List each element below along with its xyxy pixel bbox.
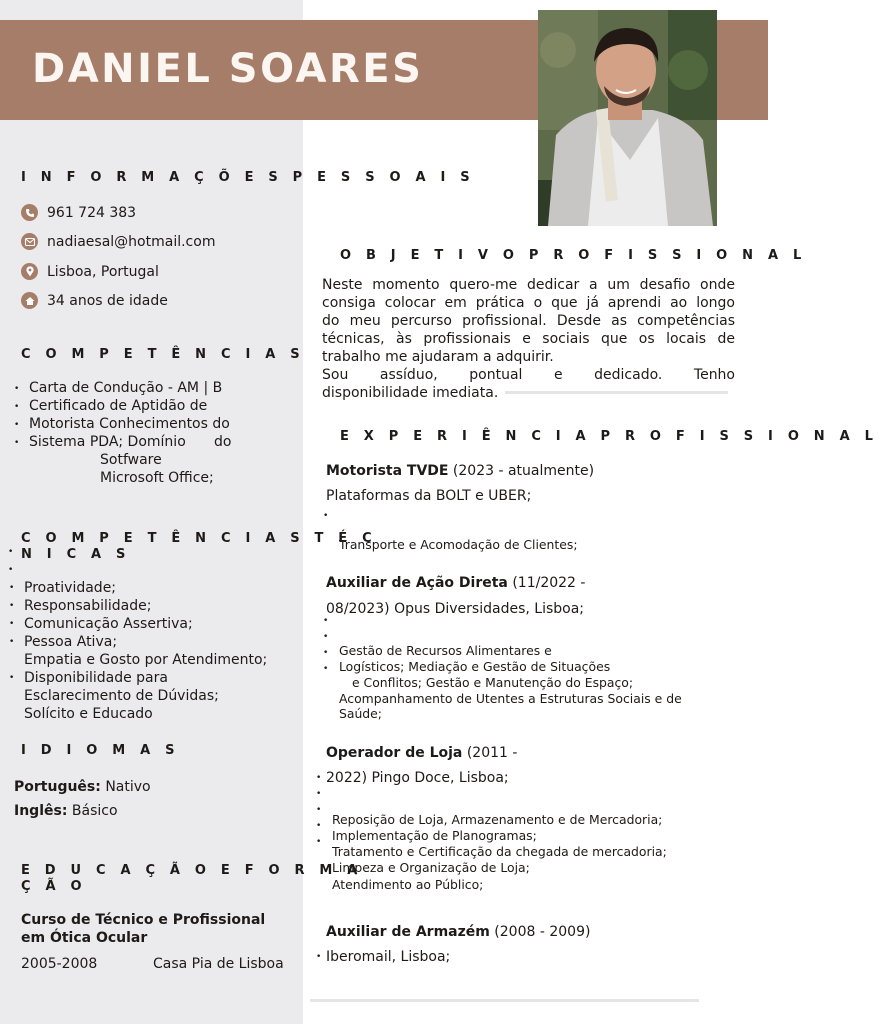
tech-skills-heading-cont: N I C A S: [21, 547, 131, 562]
bullet: •: [9, 601, 15, 611]
tech-skill-line: Esclarecimento de Dúvidas;: [24, 688, 219, 704]
job-4-header: [326, 924, 590, 940]
job-task: Reposição de Loja, Armazenamento e de Mercadoria;: [332, 812, 663, 827]
job-company: 2022) Pingo Doce, Lisboa;: [326, 770, 509, 786]
contact-location: [21, 263, 159, 280]
language-level: Básico: [71, 803, 118, 819]
job-task: Gestão de Recursos Alimentares e: [339, 643, 552, 658]
objective-line: trabalho me ajudaram a adquirir.: [322, 349, 554, 365]
skill-line: Microsoft Office;: [100, 470, 214, 486]
language-level: Nativo: [105, 779, 151, 795]
tech-skill-line: Solícito e Educado: [24, 706, 153, 722]
job-task: Acompanhamento de Utentes a Estruturas Sociais e de: [339, 691, 682, 706]
bullet: •: [9, 637, 15, 647]
bullet: •: [316, 805, 322, 815]
job-3-header: [326, 745, 517, 761]
candidate-name: DANIEL SOARES: [32, 46, 424, 92]
languages-heading: I D I O M A S: [21, 743, 180, 758]
job-1-header: [326, 463, 594, 479]
skills-heading: C O M P E T Ê N C I A S: [21, 347, 305, 362]
tech-skill-line: Proatividade;: [24, 580, 117, 596]
divider-line: [505, 391, 728, 394]
job-period: (2008 - 2009): [489, 924, 591, 940]
job-period: (2023 - atualmente): [448, 463, 595, 479]
skill-line: do: [214, 434, 232, 450]
job-company: 08/2023) Opus Diversidades, Lisboa;: [326, 601, 584, 617]
job-title: Auxiliar de Ação Direta: [326, 575, 508, 591]
bullet: •: [316, 837, 322, 847]
tech-skill-line: Pessoa Ativa;: [24, 634, 118, 650]
job-task: Logísticos; Mediação e Gestão de Situações: [339, 659, 611, 674]
objective-line: Sou assíduo, pontual e dedicado. Tenho: [322, 367, 735, 383]
divider-line: [310, 999, 699, 1002]
tech-skill-line: Responsabilidade;: [24, 598, 152, 614]
bullet: •: [323, 648, 329, 658]
contact-email: [21, 233, 215, 250]
job-task: Atendimento ao Público;: [332, 877, 484, 892]
personal-info-heading: I N F O R M A Ç Õ E S P E S S O A I S: [21, 170, 475, 185]
job-task: Saúde;: [339, 706, 382, 721]
job-2-header: [326, 575, 585, 591]
job-company: Plataformas da BOLT e UBER;: [326, 488, 532, 504]
tech-skill-line: Comunicação Assertiva;: [24, 616, 193, 632]
education-heading-cont: Ç Ã O: [21, 879, 87, 894]
bullet: •: [316, 773, 322, 783]
education-years: 2005-2008: [21, 956, 98, 972]
bullet: •: [316, 789, 322, 799]
bullet: •: [9, 583, 15, 593]
bullet: •: [14, 438, 20, 448]
contact-phone: [21, 204, 136, 221]
job-title: Operador de Loja: [326, 745, 463, 761]
skill-line: Carta de Condução - AM | B: [29, 380, 223, 396]
job-title: Auxiliar de Armazém: [326, 924, 490, 940]
tech-skill-line: Empatia e Gosto por Atendimento;: [24, 652, 268, 668]
skill-line: Sistema PDA; Domínio: [29, 434, 186, 450]
job-task: Tratamento e Certificação da chegada de mercadoria;: [332, 844, 667, 859]
language-name: Português:: [14, 779, 101, 795]
skill-line: Motorista Conhecimentos do: [29, 416, 230, 432]
bullet: •: [323, 616, 329, 626]
experience-heading: E X P E R I Ê N C I A P R O F I S S I O N A L: [340, 429, 878, 444]
bullet: •: [323, 511, 329, 521]
language-english: [14, 803, 118, 819]
bullet: •: [316, 821, 322, 831]
objective-line: Neste momento quero-me dedicar a um desafio onde: [322, 277, 735, 293]
objective-line: técnicas, às profissionais e sociais que os locais de: [322, 331, 735, 347]
bullet: •: [8, 565, 14, 575]
bullet: •: [14, 420, 20, 430]
bullet: •: [14, 384, 20, 394]
location-icon: [21, 263, 38, 280]
phone-icon: [21, 204, 38, 221]
bullet: •: [323, 632, 329, 642]
profile-photo: [538, 10, 717, 226]
email-text: nadiaesal@hotmail.com: [47, 233, 216, 250]
home-icon: [21, 292, 38, 309]
job-period: (2011 -: [462, 745, 518, 761]
education-school: Casa Pia de Lisboa: [153, 956, 284, 972]
skill-line: Sotfware: [100, 452, 162, 468]
skill-line: Certificado de Aptidão de: [29, 398, 208, 414]
education-course: Curso de Técnico e Profissional: [21, 912, 266, 928]
email-icon: [21, 233, 38, 250]
education-course-cont: em Ótica Ocular: [21, 930, 148, 946]
phone-text: 961 724 383: [47, 204, 137, 221]
tech-skill-line: Disponibilidade para: [24, 670, 168, 686]
objective-text: [322, 276, 735, 402]
job-period: (11/2022 -: [507, 575, 586, 591]
bullet: •: [8, 547, 14, 557]
job-title: Motorista TVDE: [326, 463, 449, 479]
contact-age: [21, 292, 168, 309]
language-name: Inglês:: [14, 803, 68, 819]
bullet: •: [14, 402, 20, 412]
tech-skills-heading: C O M P E T Ê N C I A S T É C: [21, 531, 377, 546]
education-heading: E D U C A Ç Ã O E F O R M A: [21, 863, 363, 878]
bullet: •: [9, 619, 15, 629]
job-task: Transporte e Acomodação de Clientes;: [339, 537, 578, 552]
location-text: Lisboa, Portugal: [47, 263, 159, 280]
bullet: •: [316, 952, 322, 962]
bullet: •: [323, 664, 329, 674]
objective-heading: O B J E T I V O P R O F I S S I O N A L: [340, 248, 807, 263]
objective-line: disponibilidade imediata.: [322, 385, 499, 401]
objective-line: do meu percurso profissional. Desde as competências: [322, 313, 735, 329]
job-task: e Conflitos; Gestão e Manutenção do Espaço;: [352, 675, 634, 690]
objective-line: consiga colocar em prática o que já aprendi ao longo: [322, 295, 735, 311]
age-text: 34 anos de idade: [47, 292, 168, 309]
job-task: Limpeza e Organização de Loja;: [332, 860, 530, 875]
job-company: Iberomail, Lisboa;: [326, 949, 451, 965]
language-portuguese: [14, 779, 151, 795]
job-task: Implementação de Planogramas;: [332, 828, 537, 843]
bullet: •: [9, 673, 15, 683]
